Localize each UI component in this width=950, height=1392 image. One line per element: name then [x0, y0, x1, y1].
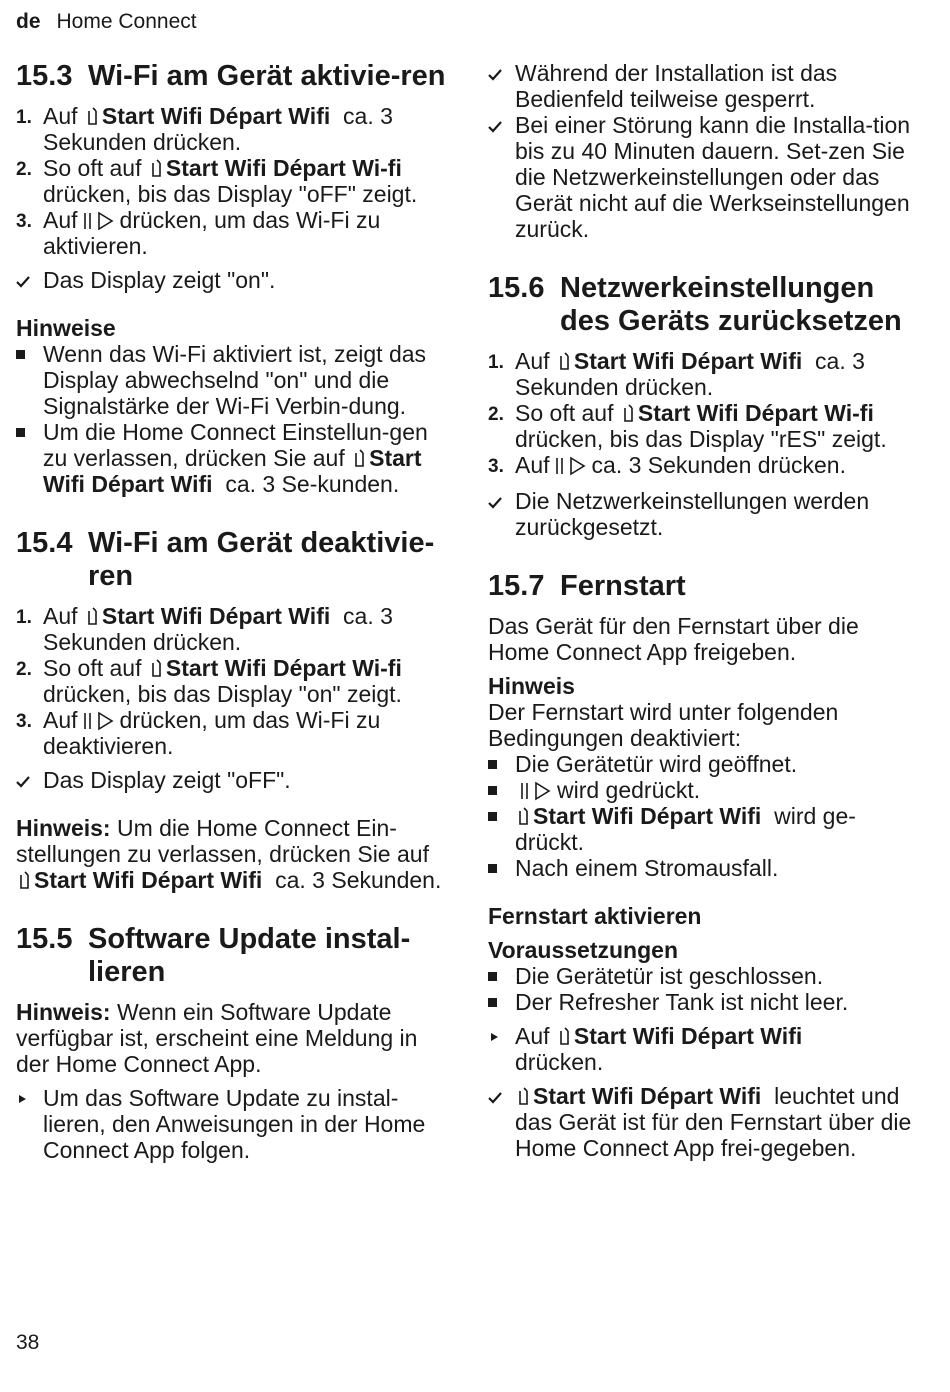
note-item: Um die Home Connect Einstellun-gen zu verlassen, drücken Sie auf Start Wifi Départ Wifi ca. 3 Se-kunden. [16, 419, 446, 497]
check-icon [16, 275, 30, 289]
condition-item: Nach einem Stromausfall. [488, 855, 918, 881]
note-paragraph: Hinweis: Um die Home Connect Ein-stellungen zu verlassen, drücken Sie auf Start Wifi Départ Wifi ca. 3 Sekunden. [16, 815, 442, 893]
result-item: Die Netzwerkeinstellungen werden zurückgesetzt. [488, 488, 918, 540]
header-section: Home Connect [56, 10, 197, 33]
action-item: Um das Software Update zu instal-lieren, den Anweisungen in der Home Connect App folgen. [16, 1085, 446, 1163]
arrow-right-icon [491, 1033, 498, 1041]
result-item: Während der Installation ist das Bedienfeld teilweise gesperrt. [488, 60, 918, 112]
power-icon [19, 871, 30, 891]
condition-item: wird gedrückt. [488, 777, 918, 803]
button-label: Start Wifi Départ Wifi [101, 103, 331, 129]
check-icon [488, 496, 502, 510]
power-icon [87, 107, 98, 127]
power-icon [354, 449, 365, 469]
page-header [16, 9, 197, 35]
result-item: Bei einer Störung kann die Installa-tion bis zu 40 Minuten dauern. Set-zen Sie die Netzwerkeinstellungen oder das Gerät nicht auf die Werkseinstellungen zurück. [488, 112, 918, 242]
step-item: 2. So oft auf Start Wifi Départ Wi-fi drücken, bis das Display "rES" zeigt. [488, 400, 887, 452]
bullet-square-icon [488, 864, 497, 873]
condition-item: Start Wifi Départ Wifi wird ge-drückt. [488, 803, 918, 855]
note-title: Hinweis [488, 673, 575, 699]
step-item: 3. Auf drücken, um das Wi-Fi zu deaktivieren. [16, 707, 381, 759]
bullet-square-icon [488, 786, 497, 795]
note-text: Der Fernstart wird unter folgenden Bedingungen deaktiviert: [488, 699, 839, 751]
heading-15-3: 15.3 Wi-Fi am Gerät aktivie-ren [16, 60, 446, 92]
button-label: Start Wifi Départ Wifi [573, 1023, 803, 1049]
step-item: 2. So oft auf Start Wifi Départ Wi-fi drücken, bis das Display "oFF" zeigt. [16, 155, 418, 207]
power-icon [623, 404, 634, 424]
power-icon [559, 1027, 570, 1047]
button-label: Start Wifi Départ Wifi [573, 348, 803, 374]
bullet-square-icon [16, 350, 25, 359]
button-label: Start Wifi Départ Wi-fi [165, 155, 402, 181]
check-icon [488, 1091, 502, 1105]
bullet-square-icon [488, 998, 497, 1007]
bullet-square-icon [488, 812, 497, 821]
bullet-square-icon [488, 760, 497, 769]
button-label: Start Wifi Départ Wifi [533, 803, 762, 829]
bullet-square-icon [488, 972, 497, 981]
intro-paragraph: Das Gerät für den Fernstart über die Home Connect App freigeben. [488, 613, 859, 665]
power-icon [559, 352, 570, 372]
prereq-item: Die Gerätetür ist geschlossen. [488, 963, 918, 989]
button-label: Start Wifi Départ Wifi [43, 445, 422, 497]
heading-15-5: 15.5 Software Update instal-lieren [16, 923, 411, 988]
result-item: Das Display zeigt "on". [16, 267, 446, 293]
button-label: Start Wifi Départ Wifi [533, 1083, 762, 1109]
result-item: Das Display zeigt "oFF". [16, 767, 446, 793]
note-paragraph: Hinweis: Wenn ein Software Update verfügbar ist, erscheint eine Meldung in der Home Connect App. [16, 999, 418, 1077]
step-item: 3. Auf drücken, um das Wi-Fi zu aktivieren. [16, 207, 381, 259]
step-item: 2. So oft auf Start Wifi Départ Wi-fi drücken, bis das Display "on" zeigt. [16, 655, 402, 707]
step-item: 3. Auf ca. 3 Sekunden drücken. [488, 452, 846, 478]
check-icon [16, 775, 30, 789]
condition-item: Die Gerätetür wird geöffnet. [488, 751, 918, 777]
button-label: Start Wifi Départ Wifi [101, 603, 331, 629]
play-pause-icon [519, 781, 553, 801]
prerequisites-title: Voraussetzungen [488, 937, 678, 963]
check-icon [488, 120, 502, 134]
button-label: Start Wifi Départ Wi-fi [637, 400, 874, 426]
power-icon [151, 159, 162, 179]
check-icon [488, 68, 502, 82]
heading-15-4: 15.4 Wi-Fi am Gerät deaktivie-ren [16, 527, 435, 592]
heading-15-6: 15.6 Netzwerkeinstellungen des Geräts zurücksetzen [488, 272, 902, 337]
prereq-item: Der Refresher Tank ist nicht leer. [488, 989, 918, 1015]
right-column [488, 60, 918, 1161]
notes-title: Hinweise [16, 315, 116, 341]
language-code: de [16, 10, 41, 33]
power-icon [518, 807, 529, 827]
button-label: Start Wifi Départ Wi-fi [165, 655, 402, 681]
step-item: 1. Auf Start Wifi Départ Wifi ca. 3 Sekunden drücken. [16, 603, 393, 655]
play-pause-icon [554, 456, 588, 476]
subheading-fernstart-aktivieren: Fernstart aktivieren [488, 903, 702, 929]
heading-15-7: 15.7 Fernstart [488, 570, 686, 602]
play-pause-icon [82, 211, 116, 231]
power-icon [151, 659, 162, 679]
left-column [16, 60, 446, 1163]
power-icon [518, 1087, 529, 1107]
step-item: 1. Auf Start Wifi Départ Wifi ca. 3 Sekunden drücken. [488, 348, 865, 400]
power-icon [87, 607, 98, 627]
arrow-right-icon [19, 1095, 26, 1103]
play-pause-icon [82, 711, 116, 731]
button-label: Start Wifi Départ Wifi [34, 867, 263, 893]
page-number: 38 [16, 1331, 40, 1354]
step-item: 1. Auf Start Wifi Départ Wifi ca. 3 Sekunden drücken. [16, 103, 393, 155]
result-item: Start Wifi Départ Wifi leuchtet und das Gerät ist für den Fernstart über die Home Connect App frei-gegeben. [488, 1083, 918, 1161]
bullet-square-icon [16, 428, 25, 437]
note-item: Wenn das Wi-Fi aktiviert ist, zeigt das Display abwechselnd "on" und die Signalstärke der Wi-Fi Verbin-dung. [16, 341, 446, 419]
action-item: Auf Start Wifi Départ Wifi drücken. [488, 1023, 918, 1075]
